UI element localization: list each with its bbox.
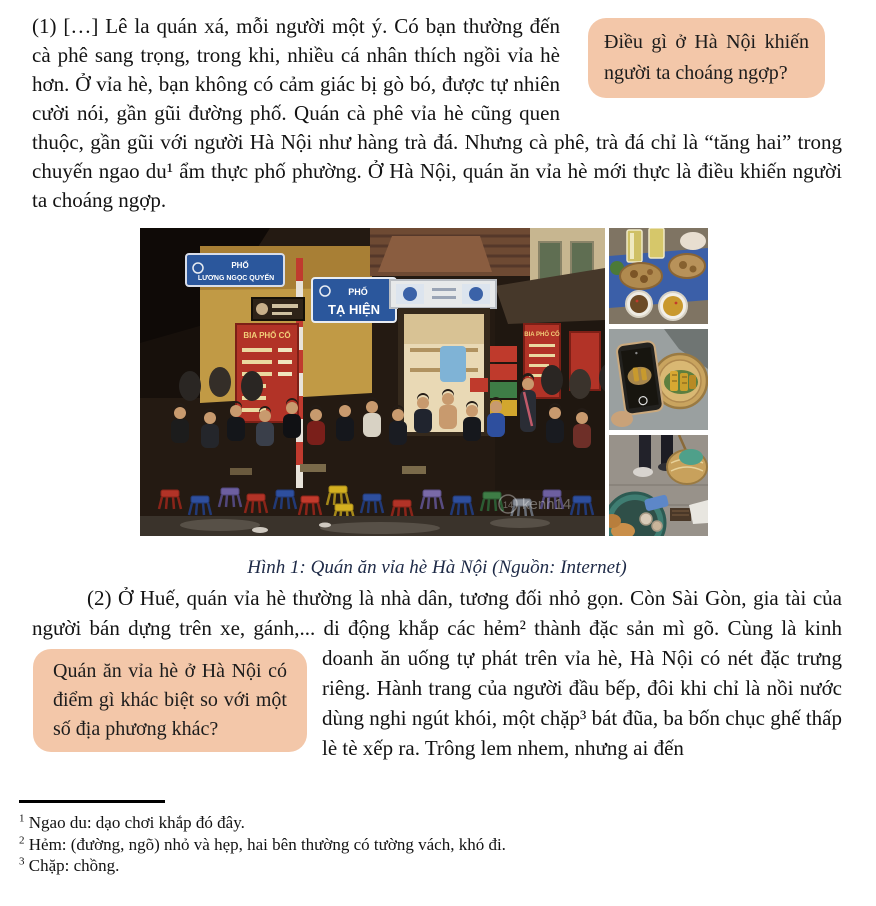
photo-collage: [140, 228, 708, 536]
svg-text:kenh14: kenh14: [522, 496, 572, 513]
paragraph-2-text-b: kinh doanh ăn uống tự phát trên vỉa hè, Hà Nội có nét đặc trưng riêng. Hành trang của người đầu bếp, đôi khi chỉ là nồi nước dùng nghi ngút khói, một chặp³ bát đũa, ba bốn chục ghế thấp lè tè xếp ra. Trông lem nhem, nhưng ai đến: [322, 616, 842, 760]
footnote-2: [19, 834, 842, 856]
svg-text:PHỐ: PHỐ: [348, 287, 368, 297]
svg-text:14: 14: [502, 500, 514, 510]
paragraph-1: [32, 12, 842, 215]
side-photo-column: [609, 228, 708, 536]
footnote-1: [19, 812, 842, 834]
svg-text:BIA PHỐ CỔ: BIA PHỐ CỔ: [524, 332, 560, 338]
street-sign-luong-ngoc-quyen: [186, 254, 284, 286]
food-platter-photo: [609, 228, 708, 324]
paragraph-2: [32, 583, 842, 763]
footnote-3-marker: 3: [19, 855, 25, 868]
margin-question-box-2: Quán ăn vỉa hè ở Hà Nội có điểm gì khác biệt so với một số địa phương khác?: [33, 649, 307, 752]
svg-text:BIA PHỐ CỔ: BIA PHỐ CỔ: [243, 331, 291, 340]
footnote-2-text: Hẻm: (đường, ngõ) nhỏ và hẹp, hai bên thường có tường vách, khó đi.: [28, 834, 506, 854]
svg-text:TẠ HIỆN: TẠ HIỆN: [328, 302, 380, 317]
street-food-photo: [140, 228, 605, 536]
phone-food-photo: [609, 329, 708, 430]
street-vendor-photo: [609, 435, 708, 536]
svg-text:PHỐ: PHỐ: [231, 261, 249, 270]
figure-caption: Hình 1: Quán ăn vỉa hè Hà Nội (Nguồn: Internet): [247, 557, 627, 578]
paragraph-2-text-a: (2) Ở Huế, quán vỉa hè thường là nhà dân, tương đối nhỏ gọn. Còn Sài Gòn, gia tài của người bán dựng trên xe, gánh,... di động khắp các hẻm² thành đặc sản mì gõ. Cùng là: [32, 586, 842, 640]
footnote-1-marker: 1: [19, 812, 25, 825]
footnote-separator: [19, 800, 165, 803]
svg-text:LƯƠNG NGỌC QUYẾN: LƯƠNG NGỌC QUYẾN: [197, 275, 275, 282]
dark-shop-sign: [252, 298, 304, 320]
figure-1: [140, 228, 708, 536]
footnote-3-text: Chặp: chồng.: [28, 856, 120, 875]
footnote-1-text: Ngao du: dạo chơi khắp đó đây.: [28, 813, 245, 832]
footnote-2-marker: 2: [19, 833, 25, 846]
paragraph-1-text: (1) […] Lê la quán xá, mỗi người một ý. Có bạn thường đến cà phê sang trọng, trong khi, nhiều cá nhân thích ngồi vỉa hè hơn. Ở vỉa hè, bạn không có cảm giác bị gò bó, được tự nhiên cười nói, gần gũi đường phố. Quán cà phê vỉa hè cũng quen thuộc, gần gũi với người Hà Nội như hàng trà đá. Nhưng cà phê, trà đá chỉ là “tăng hai” trong chuyến ngao du¹ ẩm thực phố phường. Ở Hà Nội, quán ăn vỉa hè mới thực là điều khiến người ta choáng ngợp.: [32, 14, 842, 212]
margin-question-box-1: Điều gì ở Hà Nội khiến người ta choáng ngợp?: [588, 18, 825, 98]
footnote-3: [19, 855, 842, 877]
street-sign-ta-hien: [312, 278, 396, 322]
footnotes: [19, 800, 842, 877]
